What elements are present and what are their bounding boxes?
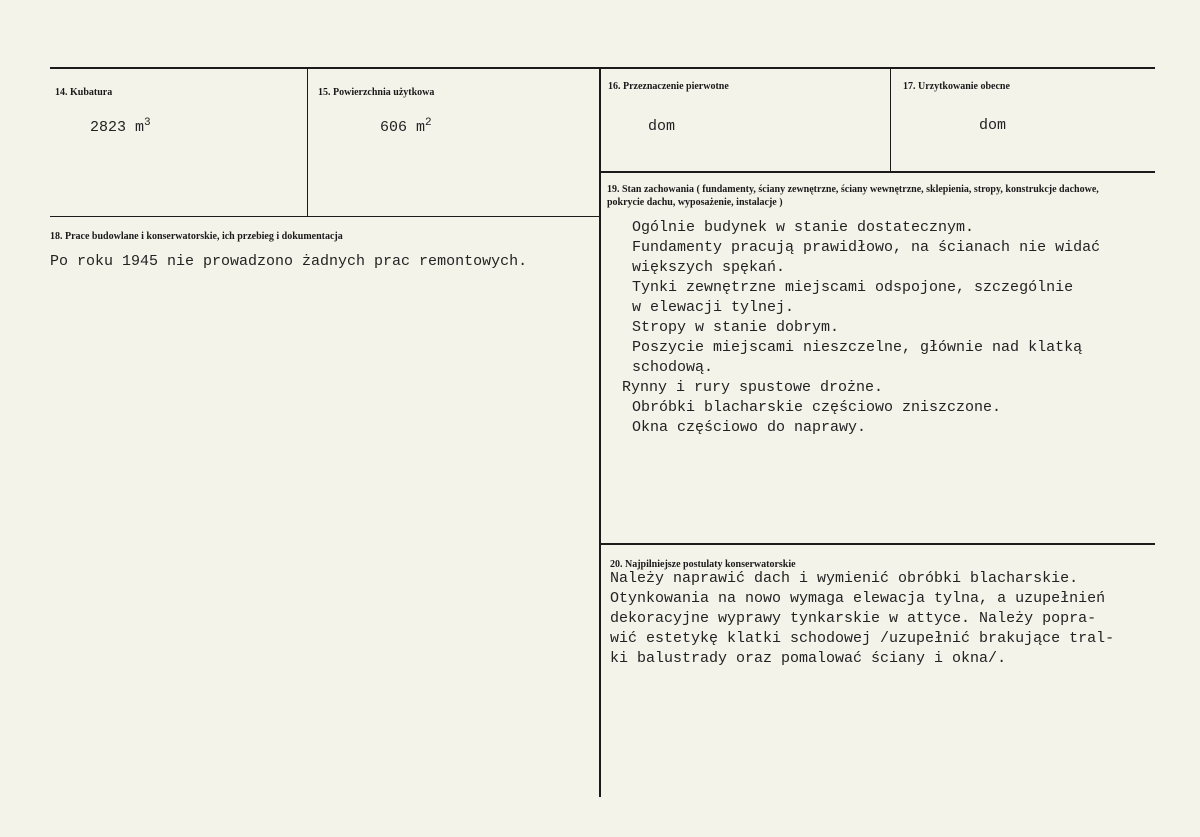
condition-line: Rynny i rury spustowe drożne. [622,379,884,396]
field-20-label: 20. Najpilniejsze postulaty konserwatorskie [610,559,796,570]
field-20-text [610,569,1114,669]
area-unit: m [416,119,426,136]
area-unit-exponent: 2 [425,117,432,129]
field-17-label: 17. Urzytkowanie obecne [903,81,1010,92]
divider-16-17 [890,69,891,171]
area-value: 606 [380,119,408,136]
field-15-value [380,118,432,139]
volume-unit: m [135,119,145,136]
field-17-value: dom [979,117,1007,134]
field-16-value: dom [648,118,676,135]
condition-line: Tynki zewnętrzne miejscami odspojone, szczególnie [632,279,1074,296]
top-rule [50,67,1155,69]
postulate-line: Należy naprawić dach i wymienić obróbki blacharskie. [610,570,1079,587]
condition-line: większych spękań. [632,259,786,276]
volume-unit-exponent: 3 [144,117,151,129]
field-18-text: Po roku 1945 nie prowadzono żadnych prac remontowych. [50,253,528,270]
rule-above-18 [50,216,600,217]
postulate-line: Otynkowania na nowo wymaga elewacja tylna, a uzupełnień [610,590,1106,607]
condition-line: schodową. [632,359,714,376]
field-18-label: 18. Prace budowlane i konserwatorskie, ich przebieg i dokumentacja [50,231,343,242]
field-14-label: 14. Kubatura [55,87,113,98]
volume-value: 2823 [90,119,127,136]
condition-line: Obróbki blacharskie częściowo zniszczone. [632,399,1002,416]
rule-above-20 [600,543,1155,545]
condition-line: w elewacji tylnej. [632,299,795,316]
condition-line: Stropy w stanie dobrym. [632,319,840,336]
condition-line: Okna częściowo do naprawy. [632,419,867,436]
condition-line: Poszycie miejscami nieszczelne, głównie nad klatką [632,339,1083,356]
divider-left-right [599,69,601,797]
postulate-line: wić estetykę klatki schodowej /uzupełnić brakujące tral- [610,630,1115,647]
divider-14-15 [307,69,308,217]
field-19-text [622,218,1100,438]
rule-above-19 [600,171,1155,173]
field-19-label: 19. Stan zachowania ( fundamenty, ściany zewnętrzne, ściany wewnętrzne, sklepienia, stropy, konstrukcje dachowe, pokrycie dachu, wyposażenie, instalacje ) [607,184,1099,208]
condition-line: Ogólnie budynek w stanie dostatecznym. [632,219,975,236]
postulate-line: dekoracyjne wyprawy tynkarskie w attyce. Należy popra- [610,610,1097,627]
field-15-label: 15. Powierzchnia użytkowa [318,87,435,98]
condition-line: Fundamenty pracują prawidłowo, na ścianach nie widać [632,239,1101,256]
field-16-label: 16. Przeznaczenie pierwotne [608,81,729,92]
field-14-value [90,118,151,139]
postulate-line: ki balustrady oraz pomalować ściany i okna/. [610,650,1007,667]
